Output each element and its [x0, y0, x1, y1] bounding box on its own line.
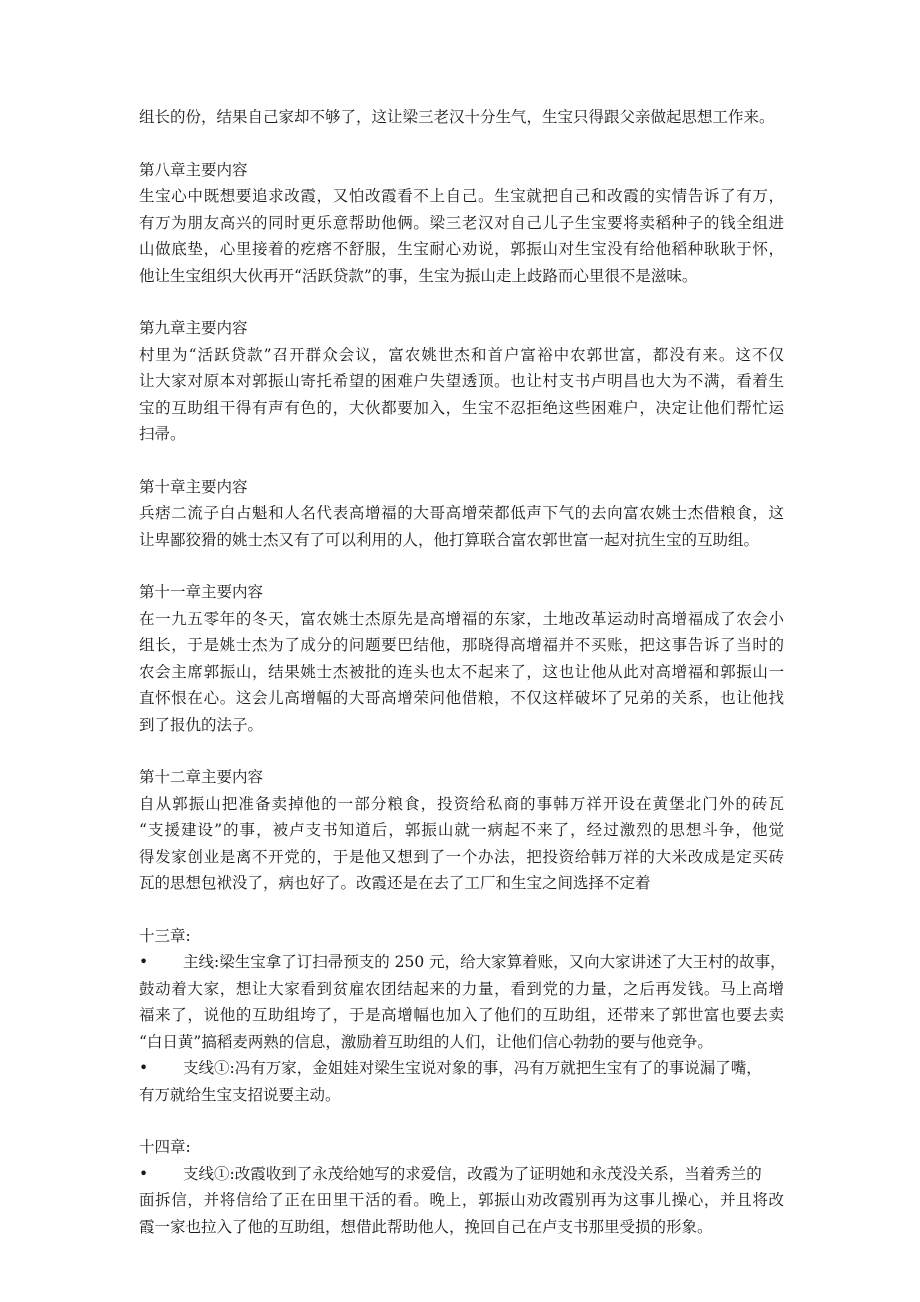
chapter-8-heading: 第八章主要内容	[139, 160, 248, 179]
spacer	[139, 131, 799, 157]
chapter-12-line: 瓦的思想包袱没了，病也好了。改霞还是在去了工厂和生宝之间选择不定着	[139, 874, 651, 892]
chapter-8-line: 他让生宝组织大伙再开“活跃贷款”的事，生宝为振山走上歧路而心里很不是滋味。	[139, 266, 698, 285]
bullet-label: 主线:	[183, 953, 220, 971]
spacer	[139, 553, 799, 579]
bullet-label: 支线①:	[183, 1164, 235, 1183]
bullet-icon: •	[139, 953, 149, 971]
spacer	[139, 738, 799, 764]
bullet-continuation: 面拆信，并将信给了正在田里干活的看。晚上，郭振山劝改霞别再为这事儿操心，并且将改	[139, 1191, 784, 1209]
chapter-9-line: 宝的互助组干得有声有色的，大伙都要加入，生宝不忍拒绝这些困难户，决定让他们帮忙运	[139, 398, 784, 417]
chapter-12-heading: 第十二章主要内容	[139, 768, 264, 786]
bullet-label: 支线①:	[183, 1059, 235, 1077]
intro-line: 组长的份，结果自己家却不够了，这让梁三老汉十分生气，生宝只得跟父亲做起思想工作来。	[139, 108, 775, 126]
bullet-continuation: “白日黄”搞稻麦两熟的信息，激励着互助组的人们，让他们信心勃勃的要与他竞争。	[139, 1032, 713, 1051]
document-page	[139, 104, 799, 1240]
chapter-11-heading: 第十一章主要内容	[139, 583, 264, 601]
bullet-continuation: 霞一家也拉入了他的互助组，想借此帮助他人，挽回自己在卢支书那里受损的形象。	[139, 1217, 713, 1236]
chapter-8-line: 山做底垫，心里接着的疙瘩不舒服，生宝耐心劝说，郭振山对生宝没有给他稻种耿耿于怀，	[139, 240, 784, 258]
chapter-8-line: 生宝心中既想要追求改霞，又怕改霞看不上自己。生宝就把自己和改霞的实情告诉了有万，	[139, 187, 784, 205]
bullet-icon: •	[139, 1059, 149, 1077]
chapter-8-line: 有万为朋友高兴的同时更乐意帮助他俩。梁三老汉对自己儿子生宝要将卖稻种子的钱全组进	[139, 213, 784, 232]
bullet-item	[139, 949, 799, 976]
chapter-9-line: 村里为“活跃贷款”召开群众会议，富农姚世杰和首户富裕中农郭世富，都没有来。这不仅	[139, 345, 784, 364]
chapter-9-line: 让大家对原本对郭振山寄托希望的困难户失望透顶。也让村支书卢明昌也大为不满，看着生	[139, 372, 784, 390]
chapter-9-heading: 第九章主要内容	[139, 319, 248, 337]
bullet-continuation: 鼓动着大家，想让大家看到贫雇农团结起来的力量，看到党的力量，之后再发钱。马上高增	[139, 979, 784, 998]
chapter-11-line: 组长，于是姚士杰为了成分的问题要巴结他，那晓得高增福并不买账，把这事告诉了当时的	[139, 636, 784, 654]
chapter-11-line: 到了报仇的法子。	[139, 715, 264, 734]
chapter-13-heading: 十三章:	[139, 926, 191, 945]
bullet-continuation: 有万就给生宝支招说要主动。	[139, 1085, 341, 1104]
chapter-11-line: 农会主席郭振山，结果姚士杰被批的连头也太不起来了，这也让他从此对高增福和郭振山一	[139, 662, 784, 681]
chapter-10-line: 让卑鄙狡猾的姚士杰又有了可以利用的人，他打算联合富农郭世富一起对抗生宝的互助组。	[139, 530, 760, 549]
chapter-10-line: 兵痞二流子白占魁和人名代表高增福的大哥高增荣都低声下气的去向富农姚士杰借粮食，这	[139, 504, 784, 522]
spacer	[139, 1108, 799, 1134]
bullet-icon: •	[139, 1164, 149, 1183]
spacer	[139, 448, 799, 474]
chapter-10-heading: 第十章主要内容	[139, 477, 248, 496]
spacer	[139, 897, 799, 923]
bullet-text: 梁生宝拿了订扫帚预支的 250 元，给大家算着账，又向大家讲述了大王村的故事，	[219, 953, 786, 971]
chapter-11-line: 在一九五零年的冬天，富农姚士杰原先是高增福的东家，土地改革运动时高增福成了农会小	[139, 609, 784, 628]
spacer	[139, 289, 799, 315]
chapter-12-line: 得发家创业是离不开党的，于是他又想到了一个办法，把投资给韩万祥的大米改成是定买砖	[139, 847, 784, 866]
bullet-continuation: 福来了，说他的互助组垮了，于是高增幅也加入了他们的互助组，还带来了郭世富也要去卖	[139, 1006, 784, 1024]
chapter-12-line: 自从郭振山把准备卖掉他的一部分粮食，投资给私商的事韩万祥开设在黄堡北门外的砖瓦	[139, 794, 784, 813]
bullet-text: 改霞收到了永茂给她写的求爱信，改霞为了证明她和永茂没关系，当着秀兰的	[234, 1164, 762, 1183]
chapter-12-line: “支援建设”的事，被卢支书知道后，郭振山就一病起不来了，经过激烈的思想斗争，他觉	[139, 821, 784, 839]
bullet-item	[139, 1161, 799, 1188]
chapter-9-line: 扫帚。	[139, 425, 186, 443]
chapter-14-heading: 十四章:	[139, 1138, 191, 1156]
chapter-11-line: 直怀恨在心。这会儿高增幅的大哥高增荣问他借粮，不仅这样破坏了兄弟的关系，也让他找	[139, 689, 784, 707]
bullet-text: 冯有万家，金姐娃对梁生宝说对象的事，冯有万就把生宝有了的事说漏了嘴，	[234, 1059, 762, 1077]
bullet-item	[139, 1055, 799, 1082]
